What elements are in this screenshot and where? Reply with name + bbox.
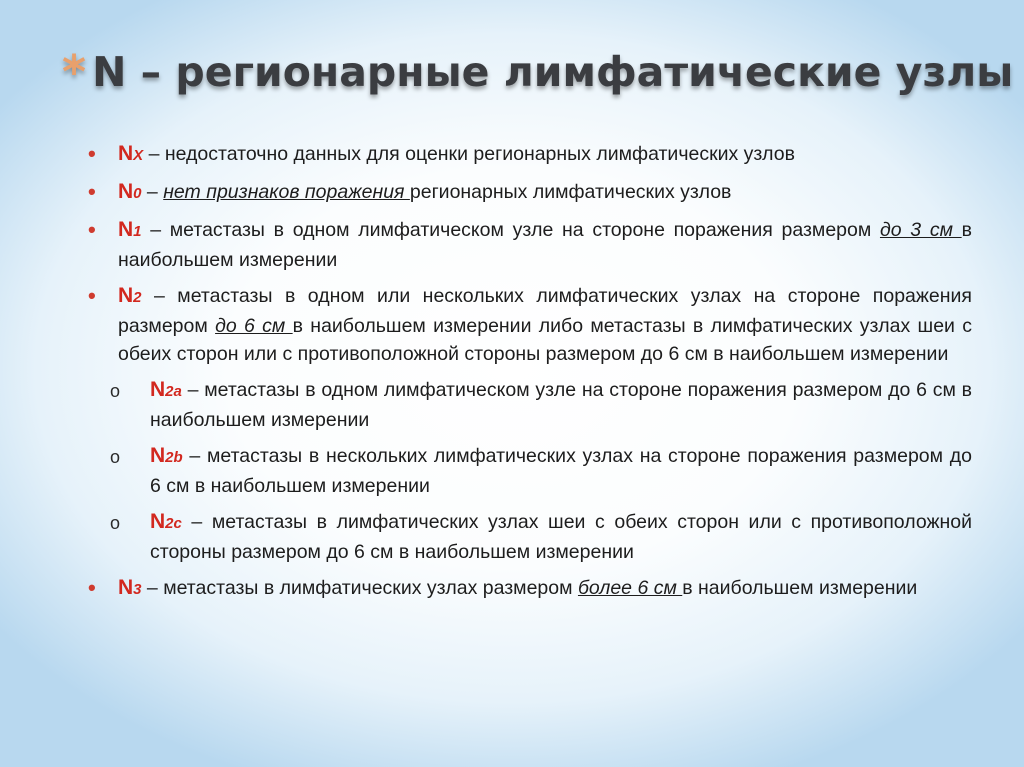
code-nx — [118, 142, 143, 165]
list-item-nx — [88, 140, 972, 170]
item-text-pre: – — [141, 181, 164, 203]
code-letter: N — [150, 444, 166, 467]
code-n2b — [150, 444, 183, 467]
code-letter: N — [150, 510, 166, 533]
item-text: – метастазы в нескольких лимфатических узлах на стороне поражения размером до 6 см в наибольшем измерении — [150, 445, 972, 497]
list-item-n2a — [88, 376, 972, 434]
bullet-dot: • — [88, 283, 96, 308]
code-n3 — [118, 576, 142, 599]
item-text-post: в наибольшем измерении либо метастазы в лимфатических узлах шеи с обеих сторон или с противоположной стороны размером до 6 см в наибольшем измерении — [118, 315, 972, 365]
bullet-dot: • — [88, 575, 96, 600]
code-letter: N — [118, 218, 134, 241]
code-subscript: 0 — [133, 185, 142, 202]
bullet-dot: • — [88, 179, 96, 204]
list-item-n2c — [88, 508, 972, 566]
code-subscript: 3 — [133, 581, 142, 598]
list-item-n3 — [88, 574, 972, 604]
list-item-n2b — [88, 442, 972, 500]
list-item-n2 — [88, 282, 972, 368]
code-letter: N — [118, 180, 134, 203]
code-subscript: 2 — [133, 289, 142, 306]
code-n2a — [150, 378, 182, 401]
code-n1 — [118, 218, 142, 241]
code-letter: N — [118, 142, 134, 165]
item-text: – недостаточно данных для оценки регионарных лимфатических узлов — [143, 143, 795, 165]
code-n2c — [150, 510, 182, 533]
code-n0 — [118, 180, 142, 203]
bullet-dot: • — [88, 217, 96, 242]
item-text-post: регионарных лимфатических узлов — [409, 181, 732, 203]
bullet-dot: • — [88, 141, 96, 166]
code-subscript: 2c — [165, 515, 182, 532]
code-subscript: 1 — [133, 223, 142, 240]
bullet-circle: o — [110, 381, 121, 401]
item-text: – метастазы в лимфатических узлах шеи с обеих сторон или с противоположной стороны размером до 6 см в наибольшем измерении — [150, 511, 972, 563]
item-text: – метастазы в одном лимфатическом узле на стороне поражения размером до 6 см в наибольшем измерении — [150, 379, 972, 431]
item-text-pre: – метастазы в одном или нескольких лимфатических узлах на стороне поражения размером — [118, 285, 972, 337]
title-star: * — [62, 45, 87, 99]
item-emphasis: до 3 см — [879, 219, 962, 241]
item-emphasis: нет признаков поражения — [163, 181, 410, 203]
code-subscript: 2a — [165, 383, 182, 400]
code-subscript: 2b — [165, 449, 183, 466]
title-text: N – регионарные лимфатические узлы — [92, 48, 1014, 96]
code-letter: N — [118, 284, 134, 307]
list-item-n0 — [88, 178, 972, 208]
code-letter: N — [118, 576, 134, 599]
slide-title — [62, 32, 1014, 112]
item-emphasis: более 6 см — [577, 577, 683, 599]
item-text-post: в наибольшем измерении — [118, 219, 972, 271]
bullet-list — [88, 140, 972, 612]
item-emphasis: до 6 см — [215, 315, 293, 337]
item-text-pre: – метастазы в лимфатических узлах размером — [141, 577, 578, 599]
item-text-post: в наибольшем измерении — [682, 577, 918, 599]
code-letter: N — [150, 378, 166, 401]
code-n2 — [118, 284, 142, 307]
item-text-pre: – метастазы в одном лимфатическом узле на стороне поражения размером — [141, 219, 880, 241]
list-item-n1 — [88, 216, 972, 274]
bullet-circle: o — [110, 447, 121, 467]
code-subscript: X — [133, 147, 144, 164]
bullet-circle: o — [110, 513, 121, 533]
